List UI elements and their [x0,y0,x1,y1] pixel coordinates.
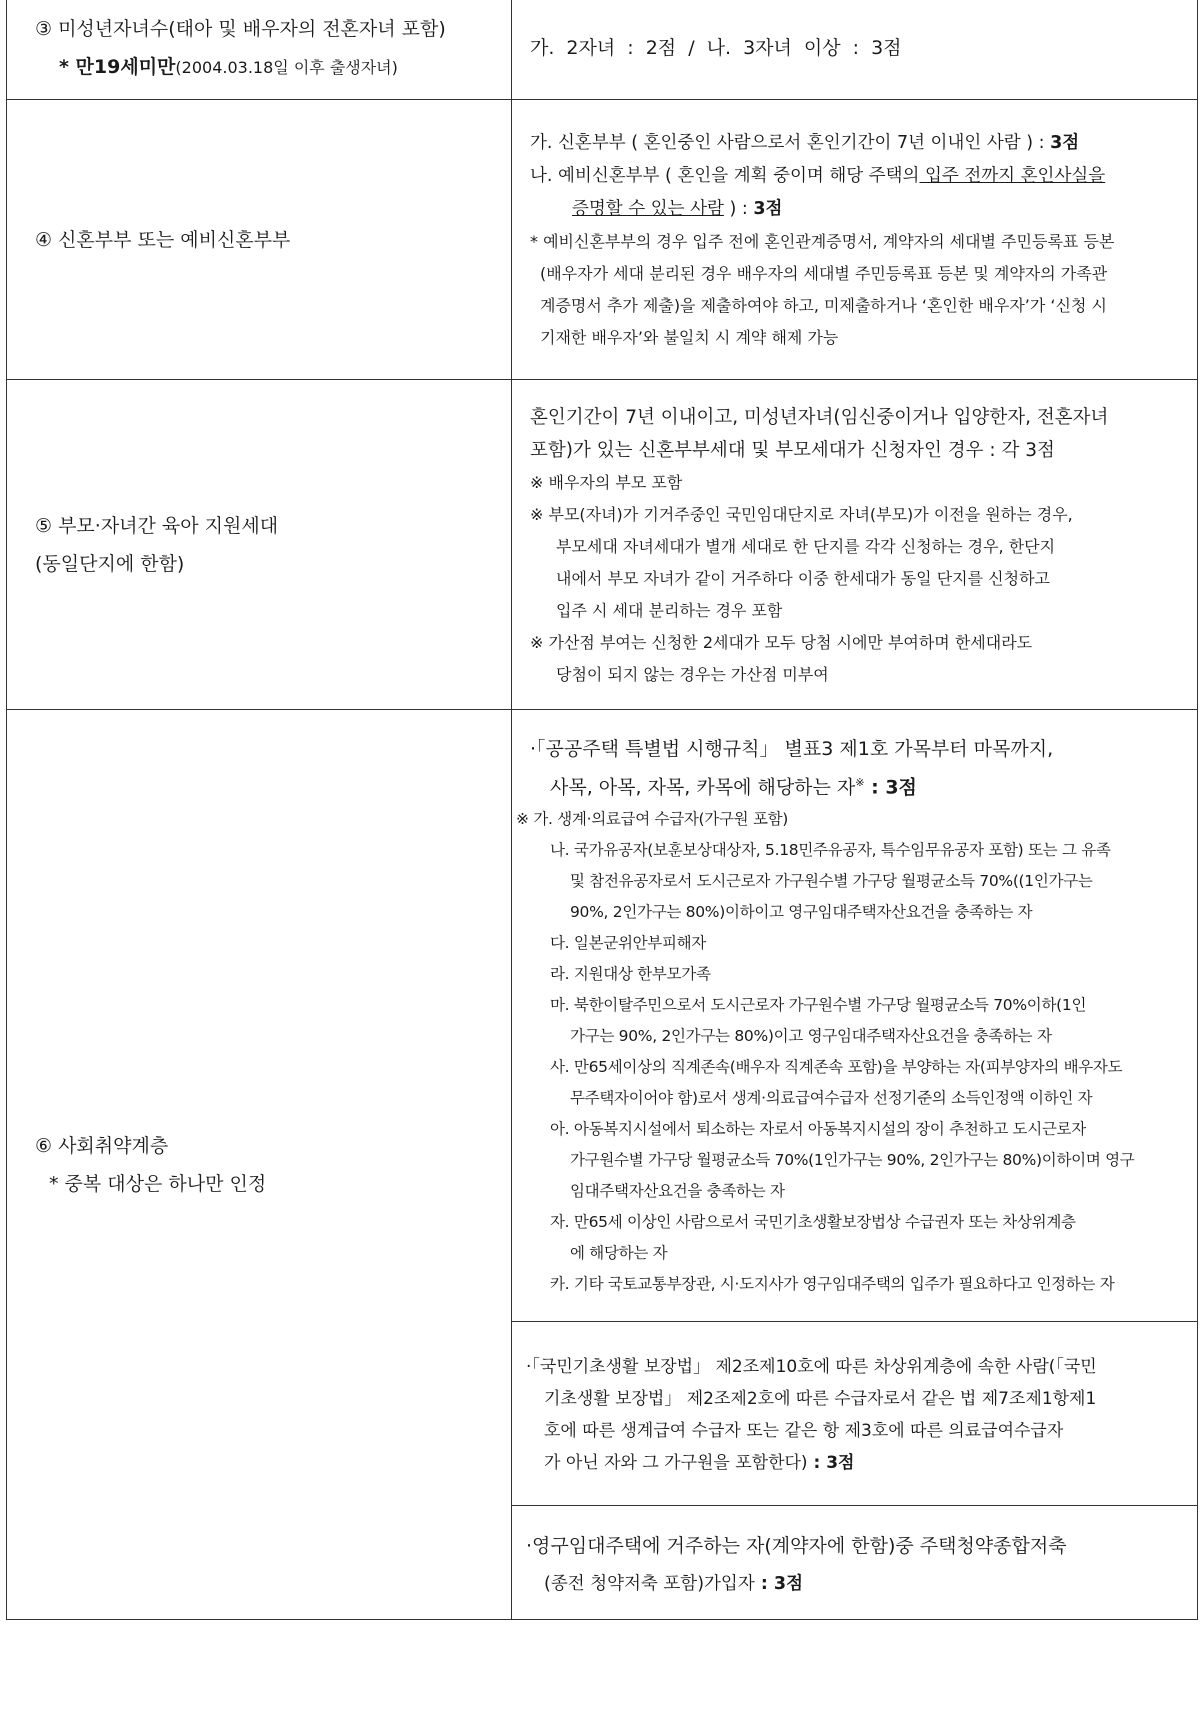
list-item: 사. 만65세이상의 직계존속(배우자 직계존속 포함)을 부양하는 자(피부양자의 배우자도 [550,1058,1123,1077]
note-line: 당첨이 되지 않는 경우는 가산점 미부여 [556,664,829,684]
row-label [7,710,512,1620]
row-newlyweds [7,100,1198,380]
criteria-table [6,0,1198,1620]
para-line: 혼인기간이 7년 이내이고, 미성년자녀(임신중이거나 입양한자, 전혼자녀 [530,406,1109,428]
points-text: 가. 2자녀 : 2점 / 나. 3자녀 이상 : 3점 [530,37,902,59]
sub-line: 호에 따른 생계급여 수급자 또는 같은 항 제3호에 따른 의료급여수급자 [544,1420,1064,1441]
note-line: 내에서 부모 자녀가 같이 거주하다 이중 한세대가 동일 단지를 신청하고 [556,568,1050,588]
label-line: ⑤ 부모·자녀간 육아 지원세대 [35,514,279,537]
age-note: (2004.03.18일 이후 출생자녀) [175,57,398,77]
list-item: 자. 만65세 이상인 사람으로서 국민기초생활보장법상 수급권자 또는 차상위계층 [550,1213,1076,1232]
sub-criteria-2 [512,1322,1198,1506]
sub-line: 사목, 아목, 자목, 카목에 해당하는 자 [550,776,856,799]
list-item: 라. 지원대상 한부모가족 [550,965,711,984]
label-line: (동일단지에 한함) [35,552,185,575]
list-item: 나. 국가유공자(보훈보상대상자, 5.18민주유공자, 특수임무유공자 포함) 또는 그 유족 [550,841,1111,860]
list-item: 아. 아동복지시설에서 퇴소하는 자로서 아동복지시설의 장이 추천하고 도시근로자 [550,1120,1086,1139]
row-label [7,100,512,380]
list-item: 임대주택자산요건을 충족하는 자 [570,1182,785,1201]
para-line: 포함)가 있는 신혼부부세대 및 부모세대가 신청자인 경우 : 각 3점 [530,439,1055,461]
note-line: 계증명서 추가 제출)을 제출하여야 하고, 미제출하거나 ‘혼인한 배우자’가 ‘신청 시 [540,296,1107,315]
sub-line: ·「국민기초생활 보장법」 제2조제10호에 따른 차상위계층에 속한 사람(「국민 [526,1356,1097,1377]
age-note-bold: * 만19세미만 [59,55,176,78]
list-item: 마. 북한이탈주민으로서 도시근로자 가구원수별 가구당 월평균소득 70%이하(1인 [550,996,1087,1015]
list-item: 다. 일본군위안부피해자 [550,934,706,953]
row-label [7,380,512,710]
row-label [7,0,512,100]
note-line: ※ 배우자의 부모 포함 [530,472,683,492]
note-line: (배우자가 세대 분리된 경우 배우자의 세대별 주민등록표 등본 및 계약자의 가족관 [540,264,1108,283]
sub-criteria-1: ·「공공주택 특별법 시행규칙」 별표3 제1호 가목부터 마목까지, 사목, 아목, 자목, 카목에 해당하는 자※ : 3점 ※ 가. 생계·의료급여 수급자(가구원 포함) 나. 국가유공자(보훈보상대상자, 5.18민주유공자, 특수임무유공자 포함) 또는 그 유족 및 참전유공자로서 도시근로자 가구원수별 가구당 월평균소득 70%((1인가구는 90%, 2인가구는 80%)이하이고 영구임대주택자산요건을 충족하는 자 다. 일본군위안부피해자 라. 지원대상 한부모가족 마. 북한이탈주민으로서 도시근로자 가구원수별 가구당 월평균소득 70%이하(1인 가구는 90%, 2인가구는 80%)이고 영구임대주택자산요건을 충족하는 자 사. 만65세이상의 직계존속(배우자 직계존속 포함)을 부양하는 자(피부양자의 배우자도 무주택자이어야 함)로서 생계·의료급여수급자 선정기준의 소득인정액 이하인 자 아. 아동복지시설에서 퇴소하는 자로서 아동복지시설의 장이 추천하고 도시근로자 가구원수별 가구당 월평균소득 70%(1인가구는 90%, 2인가구는 80%)이하이며 영구 임대주택자산요건을 충족하는 자 자. 만65세 이상인 사람으로서 국민기초생활보장법상 수급권자 또는 차상위계층 에 해당하는 자 카. 기타 국토교통부장관, 시·도지사가 영구임대주택의 입주가 필요하다고 인정하는 자 [512,710,1198,1322]
label-line: ④ 신혼부부 또는 예비신혼부부 [35,228,291,251]
row-vulnerable-groups [7,710,1198,1322]
sub-points: : 3점 [864,776,917,799]
note-line: ※ 부모(자녀)가 기거주중인 국민임대단지로 자녀(부모)가 이전을 원하는 경우, [530,504,1073,524]
item-a: 가. 신혼부부 ( 혼인중인 사람으로서 혼인기간이 7년 이내인 사람 ) : [530,133,1051,153]
list-item: 에 해당하는 자 [570,1244,668,1263]
list-item: 가구는 90%, 2인가구는 80%)이고 영구임대주택자산요건을 충족하는 자 [570,1027,1052,1046]
item-a-points: 3점 [1050,133,1080,153]
note-line: ※ 가산점 부여는 신청한 2세대가 모두 당첨 시에만 부여하며 한세대라도 [530,632,1033,652]
list-item: ※ 가. 생계·의료급여 수급자(가구원 포함) [516,810,789,829]
label-line: ③ 미성년자녀수(태아 및 배우자의 전혼자녀 포함) [35,17,446,40]
sub-criteria-3 [512,1506,1198,1620]
list-item: 90%, 2인가구는 80%)이하이고 영구임대주택자산요건을 충족하는 자 [570,903,1033,922]
sub-points: : 3점 [754,1573,804,1594]
row-content: 가. 신혼부부 ( 혼인중인 사람으로서 혼인기간이 7년 이내인 사람 ) : 3점 나. 예비신혼부부 ( 혼인을 계획 중이며 해당 주택의 입주 전까지 혼인사실을 증명할 수 있는 사람 ) : 3점 * 예비신혼부부의 경우 입주 전에 혼인관계증명서, 계약자의 세대별 주민등록표 등본 (배우자가 세대 분리된 경우 배우자의 세대별 주민등록표 등본 및 계약자의 가족관 계증명서 추가 제출)을 제출하여야 하고, 미제출하거나 ‘혼인한 배우자’가 ‘신청 시 기재한 배우자’와 불일치 시 계약 해제 가능 [512,100,1198,380]
sub-line: 가 아닌 자와 그 가구원을 포함한다) [544,1452,808,1473]
item-b: 나. 예비신혼부부 ( 혼인을 계획 중이며 해당 주택의 [530,166,920,186]
note-line: 부모세대 자녀세대가 별개 세대로 한 단지를 각각 신청하는 경우, 한단지 [556,536,1056,556]
sub-line: ·「공공주택 특별법 시행규칙」 별표3 제1호 가목부터 마목까지, [530,737,1054,760]
sub-line: (종전 청약저축 포함)가입자 [544,1573,755,1594]
row-minor-children [7,0,1198,100]
row-content [512,380,1198,710]
list-item: 가구원수별 가구당 월평균소득 70%(1인가구는 90%, 2인가구는 80%)이하이며 영구 [570,1151,1135,1170]
sub-line: ·영구임대주택에 거주하는 자(계약자에 한함)중 주택청약종합저축 [526,1534,1067,1557]
item-b-underlined-cont: 증명할 수 있는 사람 [572,199,724,219]
list-item: 무주택자이어야 함)로서 생계·의료급여수급자 선정기준의 소득인정액 이하인 자 [570,1089,1093,1108]
sub-line: 기초생활 보장법」 제2조제2호에 따른 수급자로서 같은 법 제7조제1항제1 [544,1388,1097,1409]
list-item: 및 참전유공자로서 도시근로자 가구원수별 가구당 월평균소득 70%((1인가구는 [570,872,1093,891]
sub-points: : 3점 [807,1452,855,1473]
item-b-points: 3점 [753,199,783,219]
item-b-underlined: 입주 전까지 혼인사실을 [919,166,1106,186]
note-line: 입주 시 세대 분리하는 경우 포함 [556,600,783,620]
label-line: ⑥ 사회취약계층 [35,1134,169,1157]
row-childcare-support [7,380,1198,710]
row-content [512,0,1198,100]
label-line: * 중복 대상은 하나만 인정 [49,1172,267,1195]
note-line: * 예비신혼부부의 경우 입주 전에 혼인관계증명서, 계약자의 세대별 주민등록표 등본 [530,232,1115,251]
list-item: 카. 기타 국토교통부장관, 시·도지사가 영구임대주택의 입주가 필요하다고 인정하는 자 [550,1275,1115,1294]
note-line: 기재한 배우자’와 불일치 시 계약 해제 가능 [540,328,839,347]
